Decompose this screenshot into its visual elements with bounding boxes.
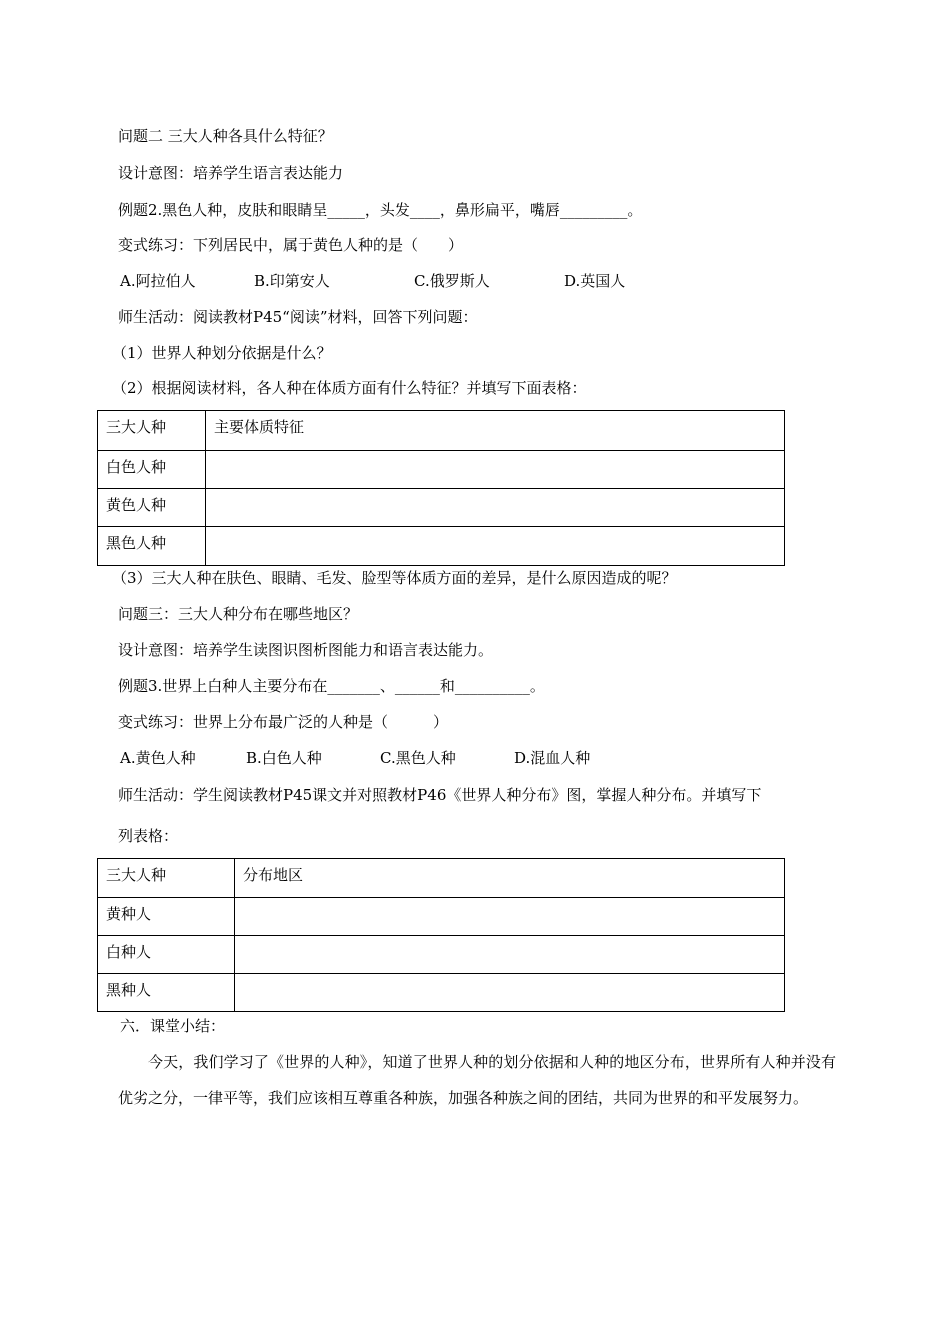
row-label-yellow: 黄种人 xyxy=(98,898,235,936)
example-3: 例题3.世界上白种人主要分布在_______、______和__________。 xyxy=(118,677,545,695)
table-row xyxy=(98,898,785,936)
teacher-activity-2: 师生活动：阅读教材P45“阅读”材料，回答下列问题： xyxy=(118,308,478,326)
option-b: B.白色人种 xyxy=(246,749,322,767)
header-cell-regions: 分布地区 xyxy=(235,859,785,898)
question-3-title: 问题三：三大人种分布在哪些地区？ xyxy=(118,605,359,623)
option-c: C.黑色人种 xyxy=(380,749,456,767)
option-b: B.印第安人 xyxy=(254,272,330,290)
table-row xyxy=(98,527,785,566)
summary-heading: 六．课堂小结： xyxy=(120,1017,226,1035)
option-a: A.黄色人种 xyxy=(120,749,196,767)
features-table xyxy=(97,410,785,566)
header-cell-features: 主要体质特征 xyxy=(206,411,785,451)
design-intent-3: 设计意图：培养学生读图识图析图能力和语言表达能力。 xyxy=(118,641,494,659)
summary-paragraph: 今天，我们学习了《世界的人种》，知道了世界人种的划分依据和人种的地区分布，世界所有人种并没有优劣之分，一律平等，我们应该相互尊重各种族，加强各种族之间的团结，共同为世界的和平发展努力。 xyxy=(118,1053,836,1107)
option-d: D.英国人 xyxy=(564,272,626,290)
table-cell-blank[interactable] xyxy=(235,936,785,974)
table-cell-blank[interactable] xyxy=(206,451,785,489)
design-intent-2: 设计意图：培养学生语言表达能力 xyxy=(118,164,344,182)
table-cell-blank[interactable] xyxy=(235,974,785,1012)
table-row xyxy=(98,936,785,974)
sub-question-2: （2）根据阅读材料，各人种在体质方面有什么特征？并填写下面表格： xyxy=(112,379,587,397)
row-label-black: 黑种人 xyxy=(98,974,235,1012)
option-c: C.俄罗斯人 xyxy=(414,272,490,290)
sub-question-3: （3）三大人种在肤色、眼睛、毛发、脸型等体质方面的差异，是什么原因造成的呢？ xyxy=(112,569,677,587)
row-label-yellow: 黄色人种 xyxy=(98,489,206,527)
distribution-table xyxy=(97,858,785,1012)
table-row xyxy=(98,489,785,527)
row-label-white: 白种人 xyxy=(98,936,235,974)
table-cell-blank[interactable] xyxy=(206,489,785,527)
row-label-white: 白色人种 xyxy=(98,451,206,489)
header-cell-race: 三大人种 xyxy=(98,411,206,451)
row-label-black: 黑色人种 xyxy=(98,527,206,566)
exercise-3: 变式练习：世界上分布最广泛的人种是（ ） xyxy=(118,713,449,731)
exercise-2: 变式练习：下列居民中，属于黄色人种的是（ ） xyxy=(118,236,464,254)
teacher-activity-3-line-1: 师生活动：学生阅读教材P45课文并对照教材P46《世界人种分布》图，掌握人种分布。并填写下 xyxy=(118,786,762,804)
header-cell-race: 三大人种 xyxy=(98,859,235,898)
table-header-row xyxy=(98,859,785,898)
table-cell-blank[interactable] xyxy=(235,898,785,936)
table-row xyxy=(98,974,785,1012)
option-d: D.混血人种 xyxy=(514,749,591,767)
table-cell-blank[interactable] xyxy=(206,527,785,566)
table-row xyxy=(98,451,785,489)
option-a: A.阿拉伯人 xyxy=(120,272,196,290)
teacher-activity-3-line-2: 列表格： xyxy=(118,827,179,845)
question-2-title: 问题二 三大人种各具什么特征？ xyxy=(118,127,333,145)
table-header-row xyxy=(98,411,785,451)
example-2: 例题2.黑色人种，皮肤和眼睛呈_____，头发____，鼻形扁平，嘴唇_________。 xyxy=(118,201,643,219)
sub-question-1: （1）世界人种划分依据是什么？ xyxy=(112,344,332,362)
